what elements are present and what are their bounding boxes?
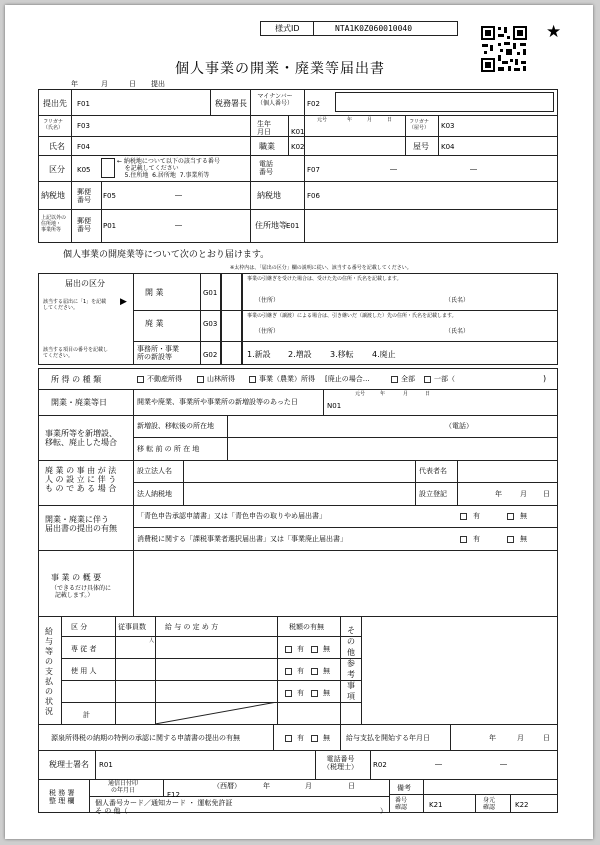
star-mark: ★: [546, 22, 562, 42]
kyuyo-r1-no: 無: [323, 645, 330, 653]
other-addr-label: 上記以外の 住所地・ 事業所等: [41, 215, 67, 233]
form-id-label: 様式ID: [275, 24, 300, 33]
option-iten[interactable]: 3.移転: [330, 350, 354, 359]
hojin-year: 年: [495, 490, 502, 498]
office-bango-label: 番号 確認: [395, 797, 408, 811]
kyuyo-r1-yes: 有: [297, 645, 304, 653]
code-r02: R02: [373, 761, 387, 769]
code-f02: F02: [307, 100, 320, 108]
shotoku-label: 所 得 の 種 類: [51, 375, 102, 384]
zeirishi-sign-label: 税理士署名: [49, 760, 89, 769]
todoke-q1-yes-checkbox[interactable]: [460, 513, 467, 520]
zeirishi-dash-2: ―: [500, 760, 507, 768]
date-day: 日: [129, 80, 136, 88]
nozeichi-label-2: 納税地: [257, 191, 281, 200]
jimusho-phone-label: （電話）: [445, 422, 473, 430]
kyuyo-r3-no-checkbox[interactable]: [311, 690, 318, 697]
gensen-no: 無: [323, 734, 330, 742]
office-sonota-close: ）: [380, 807, 387, 815]
todoke-q2: 消費税に関する「課税事業者選択届出書」又は「事業廃止届出書」: [137, 535, 347, 543]
jimusho-old-label: 移 転 前 の 所 在 地: [137, 445, 200, 453]
mynumber-label: マイナンバー （個人番号）: [257, 93, 294, 107]
kyuyo-count-header: 従事員数: [118, 623, 146, 631]
tax-form-page: [5, 5, 593, 839]
office-seireki: （西暦）: [213, 782, 241, 790]
code-k21: K21: [429, 801, 443, 809]
sanrin-label: 山林所得: [207, 375, 235, 383]
kyuyo-person-unit: 人: [149, 638, 155, 644]
kaihaigyo-label: 開業・廃業等日: [51, 398, 107, 407]
kaigyo-note: 事業の引継ぎを受けた場合は、受けた先の住所・氏名を記載します。: [247, 276, 402, 282]
birth-year: 年: [347, 117, 353, 123]
birth-day: 日: [387, 117, 393, 123]
zenbu-checkbox[interactable]: [391, 376, 398, 383]
qr-code-icon: [480, 25, 528, 73]
kyuyo-r3-yes-checkbox[interactable]: [285, 690, 292, 697]
sanrin-checkbox[interactable]: [197, 376, 204, 383]
haigyo-jusho: （住所）: [255, 328, 280, 335]
yubin-label: 郵便 番号: [77, 188, 91, 204]
phone-label: 電話 番号: [259, 160, 273, 176]
kyuyo-row-kei: 計: [83, 711, 90, 719]
zeirishi-dash-1: ―: [435, 760, 442, 768]
code-e01: E01: [286, 222, 300, 230]
code-r01: R01: [99, 761, 113, 769]
ichibu-close: ): [543, 374, 547, 383]
todoke-label: 開業・廃業に伴う 届出書の提出の有無: [45, 515, 117, 533]
todoke-q2-yes-checkbox[interactable]: [460, 536, 467, 543]
kubun-title: 届出の区分: [65, 279, 105, 288]
code-k02: K02: [291, 143, 305, 151]
jigyo-label: 事業（農業）所得: [259, 375, 315, 383]
yubin-dash-1: ―: [175, 191, 182, 199]
office-sonota: そ の 他（: [95, 807, 128, 815]
kyuyo-r1-no-checkbox[interactable]: [311, 646, 318, 653]
shokugyo-label: 職業: [259, 142, 275, 151]
gensen-no-checkbox[interactable]: [311, 735, 318, 742]
jimusho-label: 事業所等を新増設、 移転、廃止した場合: [45, 429, 117, 447]
kyuyo-kubun-header: 区 分: [71, 623, 88, 631]
haigyo-note: 事業の引継ぎ（譲渡）による場合は、引き継いだ（譲渡した）先の住所・氏名を記載します。: [247, 313, 457, 319]
hojin-day: 日: [543, 490, 550, 498]
kaigyo-label: 開 業: [145, 288, 164, 297]
kyuyo-r2-no-checkbox[interactable]: [311, 668, 318, 675]
kyuyo-r3-no: 無: [323, 689, 330, 697]
bracket-arrow-icon: ▶: [120, 297, 127, 307]
birth-month: 月: [367, 117, 373, 123]
kyuyo-r3-yes: 有: [297, 689, 304, 697]
kyuyo-row-shiyonin: 使 用 人: [71, 667, 97, 675]
fudosan-checkbox[interactable]: [137, 376, 144, 383]
haigyo-case-label: [廃止の場合…: [325, 375, 370, 383]
code-k01: K01: [291, 128, 305, 136]
phone-dash-2: ―: [470, 165, 477, 173]
kubun-label: 区分: [49, 165, 65, 174]
haigyo-label: 廃 業: [145, 319, 164, 328]
yubin-label-2: 郵便 番号: [77, 217, 91, 233]
yubin-dash-2: ―: [175, 221, 182, 229]
mynumber-input[interactable]: [335, 92, 554, 112]
todoke-q1-no: 無: [520, 512, 527, 520]
kyuyo-method-header: 給 与 の 定 め 方: [165, 623, 219, 631]
kaihaigyo-day: 日: [425, 391, 431, 397]
office-biko: 備考: [397, 784, 411, 792]
code-f04: F04: [77, 143, 90, 151]
kaigyo-shimei: （氏名）: [445, 297, 470, 304]
kubun-input[interactable]: [101, 158, 115, 178]
gaiyo-input[interactable]: [137, 554, 553, 612]
hojin-name-label: 設立法人名: [137, 467, 172, 475]
date-year: 年: [71, 80, 78, 88]
jigyo-checkbox[interactable]: [249, 376, 256, 383]
star-note: ※太枠内は、「届出の区分」欄の説明に従い、該当する番号を記載してください。: [230, 265, 412, 271]
haigyo-shimei: （氏名）: [445, 328, 470, 335]
todoke-q1: 「青色申告承認申請書」又は「青色申告の取りやめ届出書」: [137, 512, 326, 520]
office-month: 月: [305, 782, 312, 790]
code-g01: G01: [203, 289, 218, 297]
jimusho-new-label: 新増設、移転後の所在地: [137, 422, 214, 430]
address-label: 住所地等: [255, 221, 287, 230]
code-f05: F05: [103, 192, 116, 200]
gensen-day: 日: [543, 734, 550, 742]
kubun-note-1: 該当する届出に「1」を記載 してください。: [43, 299, 107, 311]
code-f06: F06: [307, 192, 320, 200]
zeirishi-phone-label: 電話番号 （税理士）: [323, 755, 358, 771]
gaiyo-label: 事 業 の 概 要: [51, 573, 102, 582]
kaihaigyo-desc: 開業や廃業、事業所や事業所の新増設等のあった日: [137, 398, 298, 406]
header-block: [38, 89, 558, 243]
code-f12: F12: [167, 791, 180, 799]
kyuyo-r1-yes-checkbox[interactable]: [285, 646, 292, 653]
option-haishi[interactable]: 4.廃止: [372, 350, 396, 359]
kyuyo-r2-no: 無: [323, 667, 330, 675]
yago-label: 屋号: [413, 142, 429, 151]
hojin-label: 廃 業 の 事 由 が 法 人 の 設 立 に 伴 う も の で あ る 場 合: [45, 466, 117, 493]
kyuyo-tax-header: 税額の有無: [289, 623, 324, 631]
option-shinsetsu[interactable]: 1.新設: [247, 350, 271, 359]
gensen-yes: 有: [297, 734, 304, 742]
birth-label: 生年 月日: [257, 120, 271, 136]
teishutsusaki-label: 提出先: [43, 99, 67, 108]
gensen-label: 源泉所得税の納期の特例の承認に関する申請書の提出の有無: [51, 734, 240, 742]
furigana-yago-label: フリガナ （屋号）: [409, 119, 430, 131]
kyuyo-r2-yes-checkbox[interactable]: [285, 668, 292, 675]
hojin-month: 月: [520, 490, 527, 498]
gensen-year: 年: [489, 734, 496, 742]
birth-era: 元号: [317, 117, 328, 123]
jimusho-shinsetsu-label: 事務所・事業 所の新設等: [137, 345, 179, 361]
code-f03: F03: [77, 122, 90, 130]
code-n01: N01: [327, 402, 342, 410]
gensen-start-label: 給与支払を開始する年月日: [346, 734, 430, 742]
date-submit: 提出: [151, 80, 165, 88]
hojin-reg-label: 設立登記: [419, 490, 447, 498]
code-k03: K03: [441, 122, 455, 130]
kyuyo-row-senju: 専 従 者: [71, 645, 97, 653]
kaihaigyo-month: 月: [403, 391, 409, 397]
code-k05: K05: [77, 166, 91, 174]
office-year: 年: [263, 782, 270, 790]
code-k04: K04: [441, 143, 455, 151]
todoke-q2-no: 無: [520, 535, 527, 543]
form-id-value: NTA1K0Z060010040: [335, 24, 413, 33]
kubun-note: ← 納税地について以下の該当する番号 を記載してください 5.住所地 6.居所地 7.事業所等: [117, 158, 220, 179]
zenbu-label: 全部: [401, 375, 415, 383]
code-f07: F07: [307, 166, 320, 174]
date-month: 月: [101, 80, 108, 88]
todoke-q1-yes: 有: [473, 512, 480, 520]
fudosan-label: 不動産所得: [147, 375, 182, 383]
kei-slash: [155, 702, 277, 724]
ichibu-label: 一部（: [434, 375, 455, 383]
office-stamp-label: 通信日付印 の年月日: [108, 780, 139, 794]
office-mynumber-card: 個人番号カード／通知カード ・ 運転免許証: [95, 799, 233, 807]
gensen-yes-checkbox[interactable]: [285, 735, 292, 742]
hojin-rep-label: 代表者名: [419, 467, 447, 475]
gaiyo-note: （できるだけ具体的に 記載します。）: [51, 585, 112, 599]
todoke-q1-no-checkbox[interactable]: [507, 513, 514, 520]
kyuyo-side-label: 給与等の支払の状況: [45, 627, 53, 716]
shimei-label: 氏名: [49, 142, 65, 151]
office-mimoto-label: 身元 確認: [483, 797, 496, 811]
todoke-q2-yes: 有: [473, 535, 480, 543]
kubun-note-2: 該当する項目の番号を記載し てください。: [43, 347, 109, 359]
code-g02: G02: [203, 351, 218, 359]
code-f01: F01: [77, 100, 90, 108]
intro-text: 個人事業の開廃業等について次のとおり届けます。: [63, 250, 270, 260]
nozeichi-label: 納税地: [41, 191, 65, 200]
kaigyo-jusho: （住所）: [255, 297, 280, 304]
ichibu-checkbox[interactable]: [424, 376, 431, 383]
form-title: 個人事業の開業・廃業等届出書: [175, 61, 385, 77]
code-g03: G03: [203, 320, 218, 328]
kaihaigyo-year: 年: [380, 391, 386, 397]
code-k22: K22: [515, 801, 529, 809]
code-p01: P01: [103, 222, 117, 230]
kaihaigyo-era: 元号: [355, 391, 366, 397]
zeimusho-label: 税務署長: [215, 99, 247, 108]
hojin-addr-label: 法人納税地: [137, 490, 172, 498]
furigana-label: フリガナ （氏名）: [43, 119, 64, 131]
phone-dash-1: ―: [390, 165, 397, 173]
kyuyo-other-label: そ の 他 参 考 事 項: [347, 626, 355, 701]
option-zosetsu[interactable]: 2.増設: [288, 350, 312, 359]
todoke-q2-no-checkbox[interactable]: [507, 536, 514, 543]
office-day: 日: [348, 782, 355, 790]
kyuyo-r2-yes: 有: [297, 667, 304, 675]
gensen-month: 月: [517, 734, 524, 742]
office-label: 税 務 署 整 理 欄: [49, 789, 75, 805]
